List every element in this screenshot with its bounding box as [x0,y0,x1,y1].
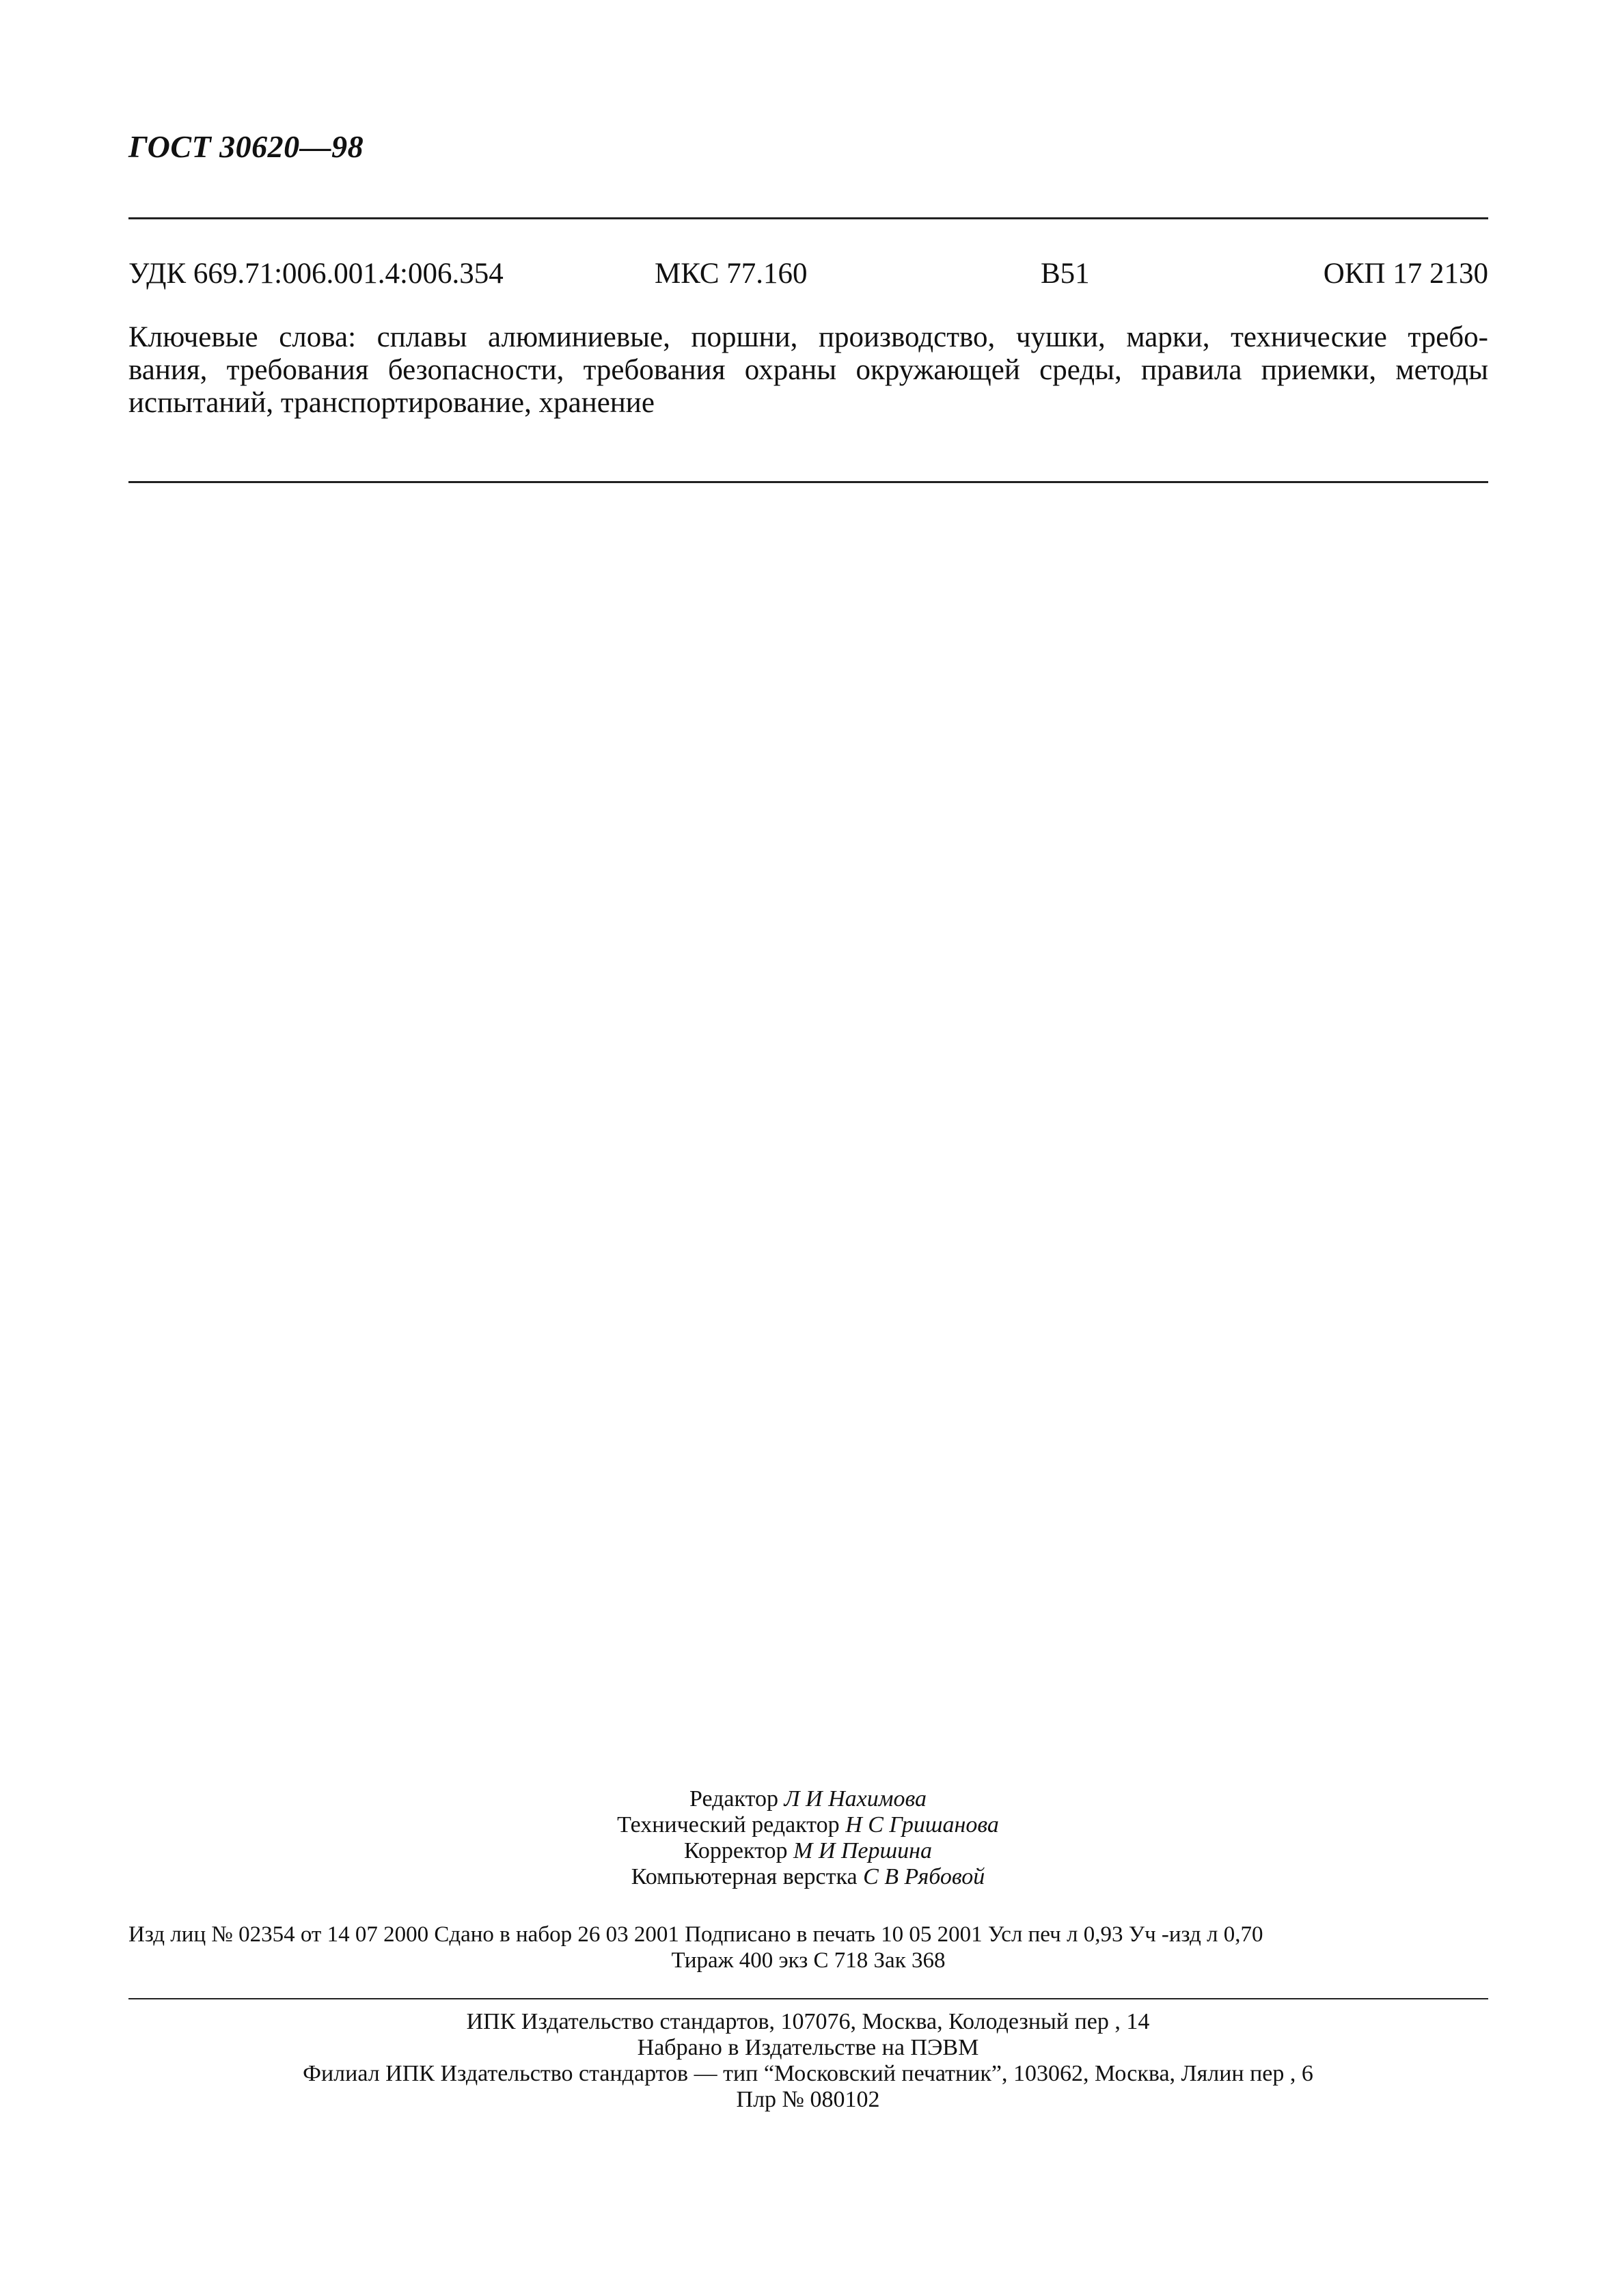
keywords-line: вания, требования безопасности, требования охраны окружающей среды, правила приемки, методы [128,354,1488,386]
keywords-line: испытаний, транспортирование, хранение [128,387,655,419]
corrector-label: Корректор [683,1838,788,1863]
publisher-block [0,2009,1616,2113]
udk-code: УДК 669.71:006.001.4:006.354 [128,258,504,290]
editor-label: Редактор [689,1786,779,1812]
tech-editor-credit [0,1812,1616,1838]
mks-code: МКС 77.160 [655,258,808,290]
imprint-line: Изд лиц № 02354 от 14 07 2000 Сдано в набор 26 03 2001 Подписано в печать 10 05 2001 Усл печ л 0,93 Уч -изд л 0,70 [128,1922,1263,1947]
print-run-line: Тираж 400 экз С 718 Зак 368 [671,1948,946,1973]
tech-editor-label: Технический редактор [617,1812,840,1837]
keywords-line: Ключевые слова: сплавы алюминиевые, поршни, производство, чушки, марки, технические требо- [128,321,1488,353]
publisher-line: Плр № 080102 [736,2087,880,2112]
layout-label: Компьютерная верстка [631,1864,858,1889]
publisher-line: Филиал ИПК Издательство стандартов — тип “Московский печатник”, 103062, Москва, Лялин пер , 6 [303,2061,1313,2086]
tech-editor-name: Н С Гришанова [845,1812,999,1837]
corrector-credit [0,1838,1616,1864]
publisher-line: ИПК Издательство стандартов, 107076, Москва, Колодезный пер , 14 [466,2009,1150,2034]
document-code: ГОСТ 30620—98 [128,129,364,164]
layout-credit [0,1864,1616,1890]
keywords-divider [128,481,1488,483]
classification-row [128,257,1488,298]
credits-block [0,1786,1616,1890]
imprint-divider [128,1998,1488,1999]
corrector-name: М И Першина [793,1838,933,1863]
editor-credit [0,1786,1616,1812]
group-code: В51 [1041,258,1090,290]
okp-code: ОКП 17 2130 [1323,258,1488,290]
imprint-block [128,1922,1488,1973]
layout-name: С В Рябовой [863,1864,985,1889]
publisher-line: Набрано в Издательстве на ПЭВМ [637,2035,979,2060]
top-divider [128,217,1488,219]
keywords-block [128,321,1488,420]
editor-name: Л И Нахимова [784,1786,927,1812]
